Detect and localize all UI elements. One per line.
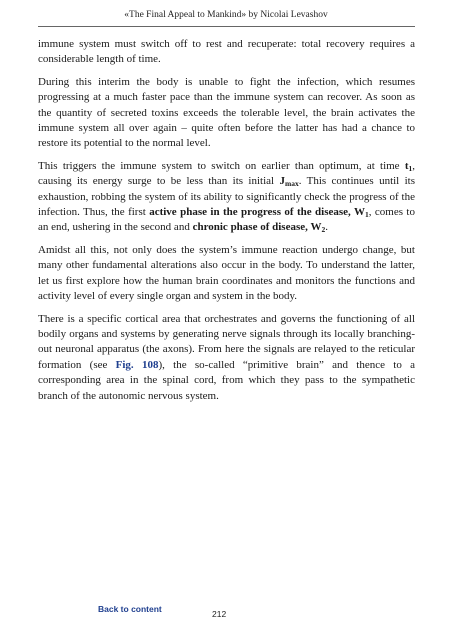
text-span: . This continues until its exhaustion, robbing the system of its ability to significantly check the progress of the infection. Thus, the first [38, 175, 415, 219]
running-header: «The Final Appeal to Mankind» by Nicolai Levashov [124, 10, 328, 20]
text-span: There is a specific cortical area that orchestrates and governs the functioning of all bodily organs and systems by generating nerve signals through its locally branching-out neuronal apparatus (the axons). From here the signals are relayed to the reticular formation (see [38, 312, 415, 371]
text-span: This triggers the immune system to switch on earlier than optimum, at time [38, 159, 405, 172]
text-span: , comes to an end, ushering in the second and [38, 206, 415, 234]
text-span: . [325, 221, 328, 234]
text-span: , causing its energy surge to be less than its initial [38, 159, 415, 188]
header-divider [38, 26, 415, 27]
bold-phrase-chronic-phase: chronic phase of disease, $W_2$ [192, 221, 326, 235]
paragraph-1: immune system must switch off to rest and recuperate: total recovery requires a considerable length of time. [38, 38, 415, 66]
back-to-content-link[interactable]: Back to content [98, 604, 162, 614]
page-number: 212 [212, 609, 227, 619]
text-span: ), the so-called “primitive brain” and thence to a corresponding area in the spinal cord, from which they pass to the sympathetic branch of the autonomic nervous system. [38, 358, 415, 402]
energy-symbol: $J_{max}$ [279, 175, 299, 189]
bold-phrase-active-phase: active phase in the progress of the disease, $W_1$ [149, 206, 369, 220]
figure-reference-link[interactable]: Fig. 108 [115, 358, 159, 371]
paragraph-3 [38, 159, 415, 236]
page-body [38, 37, 415, 411]
paragraph-2: During this interim the body is unable to fight the infection, which resumes progressing at a much faster pace than the immune system can recover. As soon as the quantity of secreted toxins exceeds the tolerable level, the brain activates the immune system all over again – quite often before the latter has had a chance to restore its potential to the normal level. [38, 75, 415, 150]
paragraph-5 [38, 312, 415, 404]
time-symbol: $t_1$ [404, 159, 413, 173]
paragraph-4: Amidst all this, not only does the system’s immune reaction undergo change, but many other fundamental alterations also occur in the body. To understand the latter, let us first explore how the human brain coordinates and monitors the functions and activity level of every single organ and system in the body. [38, 243, 415, 303]
